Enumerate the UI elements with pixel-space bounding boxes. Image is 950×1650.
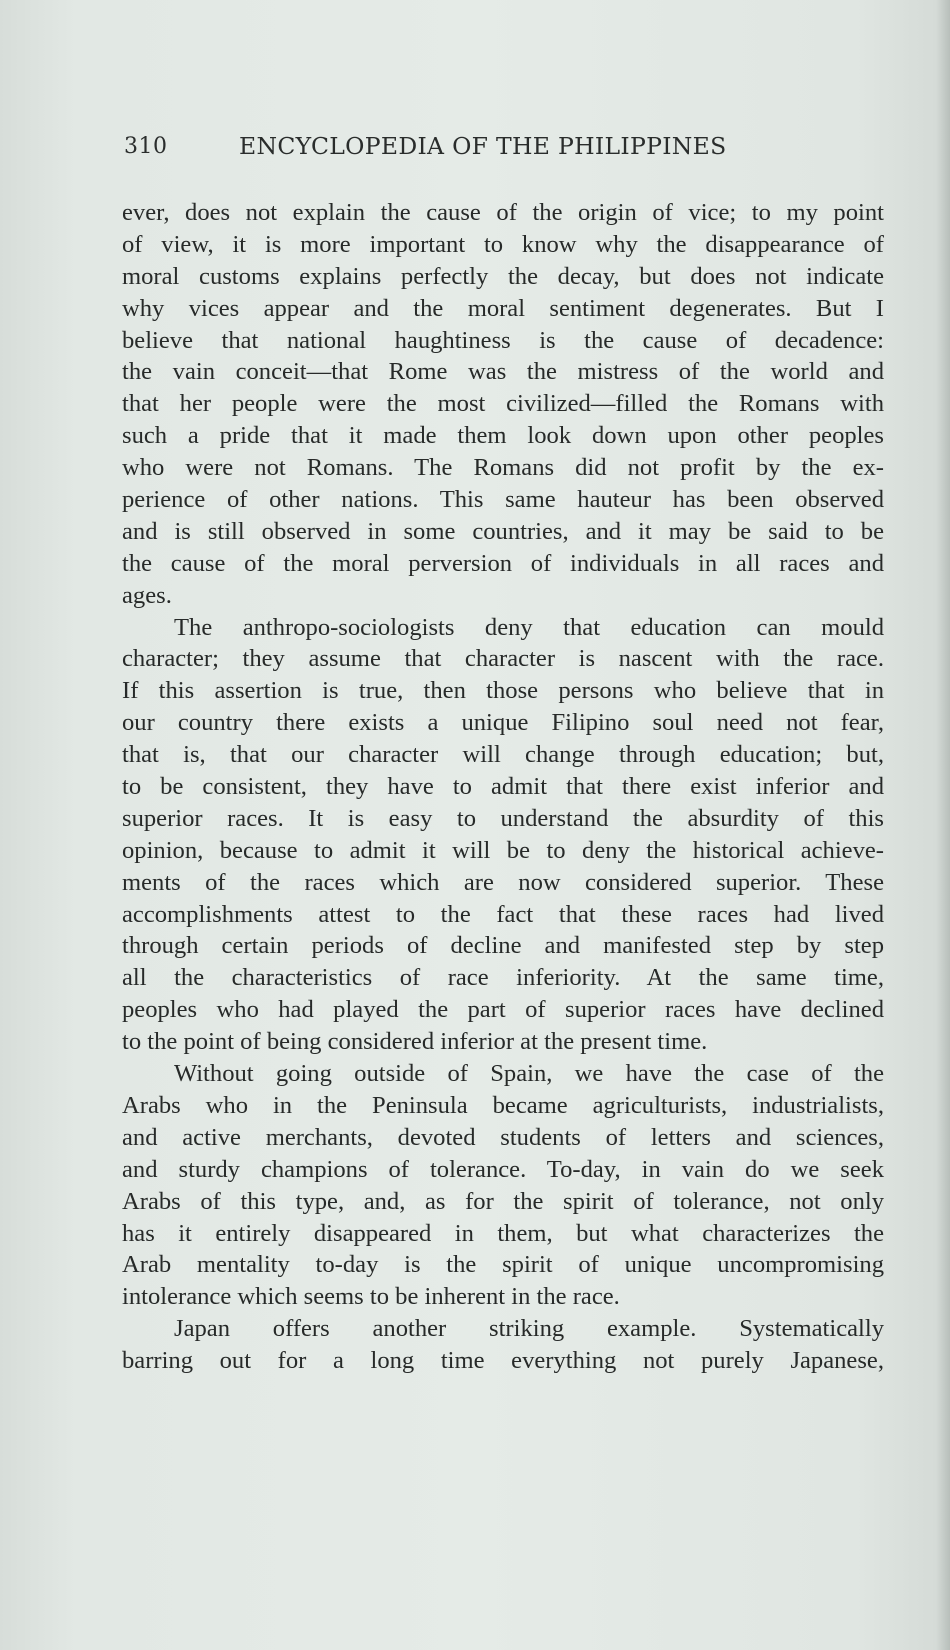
text-line: has it entirely disappeared in them, but what characterizes the — [122, 1219, 884, 1247]
page-header — [124, 130, 884, 170]
text-line: the cause of the moral perversion of individuals in all races and — [122, 549, 884, 577]
text-line: and sturdy champions of tolerance. To-day, in vain do we seek — [122, 1155, 884, 1183]
text-line: Japan offers another striking example. Systematically — [174, 1315, 884, 1343]
text-line: who were not Romans. The Romans did not profit by the ex- — [122, 454, 884, 482]
text-line: ages. — [122, 581, 172, 609]
text-line: Without going outside of Spain, we have the case of the — [174, 1060, 884, 1088]
text-line: accomplishments attest to the fact that these races had lived — [122, 900, 884, 928]
text-line: ever, does not explain the cause of the origin of vice; to my point — [122, 199, 884, 226]
text-line: all the characteristics of race inferiority. At the same time, — [122, 964, 884, 992]
page-number: 310 — [124, 134, 168, 159]
text-line: through certain periods of decline and manifested step by step — [122, 932, 884, 960]
text-line: such a pride that it made them look down upon other peoples — [122, 422, 884, 450]
paragraph — [122, 197, 884, 612]
text-line: intolerance which seems to be inherent in the race. — [122, 1283, 620, 1311]
text-line: the vain conceit—that Rome was the mistress of the world and — [122, 358, 884, 386]
running-title: ENCYCLOPEDIA OF THE PHILIPPINES — [239, 132, 727, 160]
text-line: of view, it is more important to know why the disappearance of — [122, 230, 884, 258]
text-line: and is still observed in some countries, and it may be said to be — [122, 517, 884, 545]
text-line: that is, that our character will change through education; but, — [122, 741, 884, 769]
text-line: ments of the races which are now considered superior. These — [122, 868, 884, 896]
text-line: Arabs of this type, and, as for the spirit of tolerance, not only — [122, 1187, 884, 1215]
text-line: peoples who had played the part of superior races have declined — [122, 996, 884, 1024]
text-line: to the point of being considered inferior at the present time. — [122, 1028, 708, 1056]
text-line: character; they assume that character is nascent with the race. — [122, 645, 884, 673]
text-line: moral customs explains perfectly the decay, but does not indicate — [122, 262, 884, 290]
text-line: superior races. It is easy to understand the absurdity of this — [122, 804, 884, 832]
paragraph — [122, 612, 884, 1058]
text-line: If this assertion is true, then those persons who believe that in — [122, 677, 884, 705]
text-line: that her people were the most civilized—filled the Romans with — [122, 390, 884, 418]
text-line: believe that national haughtiness is the cause of decadence: — [122, 326, 884, 354]
text-line: The anthropo-sociologists deny that education can mould — [174, 613, 884, 641]
text-line: opinion, because to admit it will be to deny the historical achieve- — [122, 836, 884, 864]
text-line: Arab mentality to-day is the spirit of unique uncompromising — [122, 1251, 884, 1279]
body-text — [122, 197, 884, 1377]
text-line: to be consistent, they have to admit that there exist inferior and — [122, 773, 884, 801]
paragraph — [122, 1313, 884, 1377]
text-line: and active merchants, devoted students of letters and sciences, — [122, 1123, 884, 1151]
text-line: Arabs who in the Peninsula became agriculturists, industrialists, — [122, 1091, 884, 1119]
text-line: why vices appear and the moral sentiment degenerates. But I — [122, 294, 884, 322]
text-line: perience of other nations. This same hauteur has been observed — [122, 486, 884, 514]
text-line: barring out for a long time everything not purely Japanese, — [122, 1347, 884, 1375]
paragraph — [122, 1058, 884, 1313]
text-line: our country there exists a unique Filipino soul need not fear, — [122, 709, 884, 737]
